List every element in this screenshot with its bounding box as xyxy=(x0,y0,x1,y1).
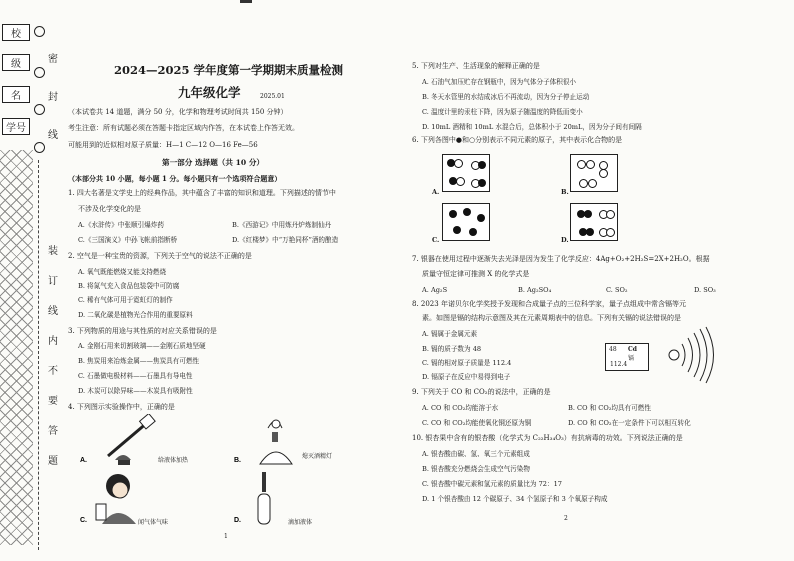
q2-option-b: B. 将氮气充入食品包装袋中可防腐 xyxy=(78,282,180,290)
binding-label-id: 学号 xyxy=(2,118,30,135)
svg-text:C.: C. xyxy=(80,517,87,524)
q7-option-b: B. Ag₂SO₄ xyxy=(518,286,552,294)
binding-hole xyxy=(34,104,45,115)
q7-option-c: C. SO₂ xyxy=(606,286,628,294)
warning-char: 答 xyxy=(48,426,58,437)
atomic-number: 48 xyxy=(609,346,617,353)
molecule-box-d xyxy=(570,203,618,241)
smell-gas-figure xyxy=(80,470,190,526)
q5-option-d: D. 10mL 酒精和 10mL 水混合后，总体积小于 20mL，因为分子间有间隔 xyxy=(422,123,642,131)
q7-option-d: D. SO₃ xyxy=(694,286,716,294)
q7-option-a: A. Ag₂S xyxy=(422,286,448,294)
svg-text:B.: B. xyxy=(234,457,241,464)
question-3: 3. 下列物质的用途与其性质的对应关系错误的是 xyxy=(68,327,217,335)
question-7-cont: 质量守恒定律可推测 X 的化学式是 xyxy=(422,270,530,278)
exam-date: 2025.01 xyxy=(260,93,285,100)
question-9: 9. 下列关于 CO 和 CO₂的说法中，正确的是 xyxy=(412,388,551,396)
q4-caption-a: 给液体加热 xyxy=(158,457,189,464)
question-1-cont: 不涉及化学变化的是 xyxy=(78,205,141,213)
page-number: 1 xyxy=(224,533,228,540)
question-6: 6. 下列各图中●和○分别表示不同元素的原子，其中表示化合物的是 xyxy=(412,136,623,144)
warning-char: 线 xyxy=(48,306,58,317)
question-7: 7. 银器在使用过程中逐渐失去光泽是因为发生了化学反应：4Ag+O₂+2H₂S=2X+2H₂O。根据 xyxy=(412,255,710,263)
warning-char: 不 xyxy=(48,366,58,377)
q8-option-d: D. 镉原子在反应中易得到电子 xyxy=(422,373,511,381)
page-number: 2 xyxy=(564,515,568,522)
question-8: 8. 2023 年诺贝尔化学奖授予发现和合成量子点的三位科学家，量子点组成中常含镉等元 xyxy=(412,300,686,308)
q1-option-c: C.《三国演义》中孙飞帐前指断桥 xyxy=(78,236,178,244)
question-4: 4. 下列图示实验操作中，正确的是 xyxy=(68,403,175,411)
q8-option-c: C. 镉的相对原子质量是 112.4 xyxy=(422,359,512,367)
q2-option-a: A. 氧气既能燃烧又能支持燃烧 xyxy=(78,268,167,276)
warning-char: 题 xyxy=(48,456,58,467)
exam-note: （本试卷共 14 道题，满分 50 分，化学和物理考试时间共 150 分钟） xyxy=(68,108,288,116)
question-10: 10. 银杏果中含有的银杏酸（化学式为 C₂₂H₃₄O₃）有抗病毒的功效。下列说法正确的是 xyxy=(412,434,683,442)
binding-hole xyxy=(34,142,45,153)
q9-option-b: B. CO 和 CO₂均具有可燃性 xyxy=(568,404,651,412)
element-symbol: Cd xyxy=(628,346,637,353)
cut-line xyxy=(38,160,39,550)
svg-text:D.: D. xyxy=(234,517,241,524)
q4-caption-c: 闻气体气味 xyxy=(138,519,169,526)
q5-option-b: B. 冬天水管里的水结成冰后不再流动，因为分子停止运动 xyxy=(422,93,590,101)
q10-option-a: A. 银杏酸由碳、氢、氧三个元素组成 xyxy=(422,450,530,458)
atomic-masses: 可能用到的近似相对原子质量：H—1 C—12 O—16 Fe—56 xyxy=(68,141,258,149)
question-8-cont: 素。如图是镉的结构示意图及其在元素周期表中的信息。下列有关镉的说法错误的是 xyxy=(422,314,681,322)
question-1: 1. 四大名著是文学史上的经典作品，其中蕴含了丰富的知识和道理。下列描述的情节中 xyxy=(68,189,336,197)
q9-option-d: D. CO 和 CO₂在一定条件下可以相互转化 xyxy=(568,419,691,427)
warning-char: 要 xyxy=(48,396,58,407)
warning-char: 内 xyxy=(48,336,58,347)
q8-option-b: B. 镉的质子数为 48 xyxy=(422,345,482,353)
molecule-box-b xyxy=(570,154,618,192)
binding-hole xyxy=(34,67,45,78)
question-2: 2. 空气是一种宝贵的资源，下列关于空气的说法不正确的是 xyxy=(68,252,252,260)
binding-label-school: 校 xyxy=(2,24,30,41)
q3-option-b: B. 焦炭用来冶炼金属——焦炭具有可燃性 xyxy=(78,357,200,365)
q8-option-a: A. 镉属于金属元素 xyxy=(422,330,478,338)
q4-caption-d: 滴加液体 xyxy=(288,519,313,526)
q1-option-d: D.《红楼梦》中“万艳同杯”酒的酿造 xyxy=(232,236,339,244)
q3-option-d: D. 木炭可以除异味——木炭具有吸附性 xyxy=(78,387,193,395)
warning-char: 订 xyxy=(48,276,58,287)
q5-option-c: C. 温度计里的汞柱下降，因为原子随温度的降低而变小 xyxy=(422,108,583,116)
q3-option-a: A. 金刚石用来切割玻璃——金刚石质地坚硬 xyxy=(78,342,206,350)
seal-char: 密 xyxy=(48,54,58,65)
binding-hole xyxy=(34,26,45,37)
page-right: 5. 下列对生产、生活现象的解释正确的是 A. 石油气加压贮存在钢瓶中，因为气体分子体积很小 B. 冬天水管里的水结成冰后不再流动，因为分子停止运动 C. 温度计里的汞柱下降，因为原子随温度的降低而变小 D. 10mL 酒精和 10mL 水混合后，总体积小于 20mL，因为分子间有间隔 6. 下列各图中●和○分别表示不同元素的原子，其中表示化合物的是 A. B. C. D. 7. 银器在使用过程中逐渐失去光泽是因为发生了化学反应：4Ag+O₂+2H₂S=2X+2H₂O。根据 质量守恒定律可推测 X 的化学式是 A. Ag₂S B. Ag₂SO₄ C. SO₂ D. SO₃ 8. 2023 年诺贝尔化学奖授予发现和合成量子点的三位科学家，量子点组成中常含镉等元 素。如图是镉的结构示意图及其在元素周期表中的信息。下列有关镉的说法错误的是 A. 镉属于金属元素 B. 镉的质子数为 48 C. 镉的相对原子质量是 112.4 D. 镉原子在反应中易得到电子 9. 下列关于 CO 和 CO₂的说法中，正确的是 A. CO 和 CO₂均能溶于水 B. CO 和 CO₂均具有可燃性 C. CO 和 CO₂均能使氧化铜还原为铜 D. CO 和 CO₂在一定条件下可以相互转化 10. 银杏果中含有的银杏酸（化学式为 C₂₂H₃₄O₃）有抗病毒的功效。下列说法正确的是 A. 银杏酸由碳、氢、氧三个元素组成 B. 银杏酸充分燃烧会生成空气污染物 C. 银杏酸中碳元素和氢元素的质量比为 72：17 D. 1 个银杏酸由 12 个碳原子、34 个氢原子和 3 个氧原子构成 2 xyxy=(412,62,716,522)
element-name: 镉 xyxy=(628,355,635,362)
svg-text:A.: A. xyxy=(80,457,87,464)
q9-option-c: C. CO 和 CO₂均能使氧化铜还原为铜 xyxy=(422,419,532,427)
atomic-structure-diagram xyxy=(652,326,718,384)
q5-option-a: A. 石油气加压贮存在钢瓶中，因为气体分子体积很小 xyxy=(422,78,577,86)
binding-label-name: 名 xyxy=(2,86,30,103)
question-5: 5. 下列对生产、生活现象的解释正确的是 xyxy=(412,62,540,70)
q1-option-b: B.《西游记》中用炼丹炉炼制仙丹 xyxy=(232,221,332,229)
q10-option-c: C. 银杏酸中碳元素和氢元素的质量比为 72：17 xyxy=(422,480,562,488)
binding-label-class: 级 xyxy=(2,54,30,71)
part-title: 第一部分 选择题（共 10 分） xyxy=(162,158,265,167)
q2-option-c: C. 稀有气体可用于霓虹灯的制作 xyxy=(78,296,173,304)
seal-char: 线 xyxy=(48,130,58,141)
warning-char: 装 xyxy=(48,246,58,257)
element-tile-cd xyxy=(605,343,649,371)
q1-option-a: A.《水浒传》中张顺引爆炸药 xyxy=(78,221,164,229)
exam-note: 考生注意：所有试题必须在答题卡指定区域内作答，在本试卷上作答无效。 xyxy=(68,124,299,132)
q9-option-a: A. CO 和 CO₂均能溶于水 xyxy=(422,404,499,412)
q10-option-b: B. 银杏酸充分燃烧会生成空气污染物 xyxy=(422,465,530,473)
exam-title: 2024—2025 学年度第一学期期末质量检测 xyxy=(114,63,344,77)
q2-option-d: D. 二氧化碳是植物光合作用的重要原料 xyxy=(78,311,193,319)
seal-char: 封 xyxy=(48,92,58,103)
hatched-margin xyxy=(0,150,33,545)
subject-title: 九年级化学 xyxy=(178,85,241,100)
page-left xyxy=(66,0,396,561)
molecule-box-c xyxy=(442,203,490,241)
part-note: （本部分共 10 小题，每小题 1 分。每小题只有一个选项符合题意） xyxy=(68,174,282,183)
atomic-mass: 112.4 xyxy=(610,361,628,368)
molecule-box-a xyxy=(442,154,490,192)
q10-option-d: D. 1 个银杏酸由 12 个碳原子、34 个氢原子和 3 个氧原子构成 xyxy=(422,495,608,503)
q4-caption-b: 熄灭酒精灯 xyxy=(302,453,333,460)
q3-option-c: C. 石墨做电极材料——石墨具有导电性 xyxy=(78,372,193,380)
drop-liquid-figure xyxy=(234,470,294,526)
